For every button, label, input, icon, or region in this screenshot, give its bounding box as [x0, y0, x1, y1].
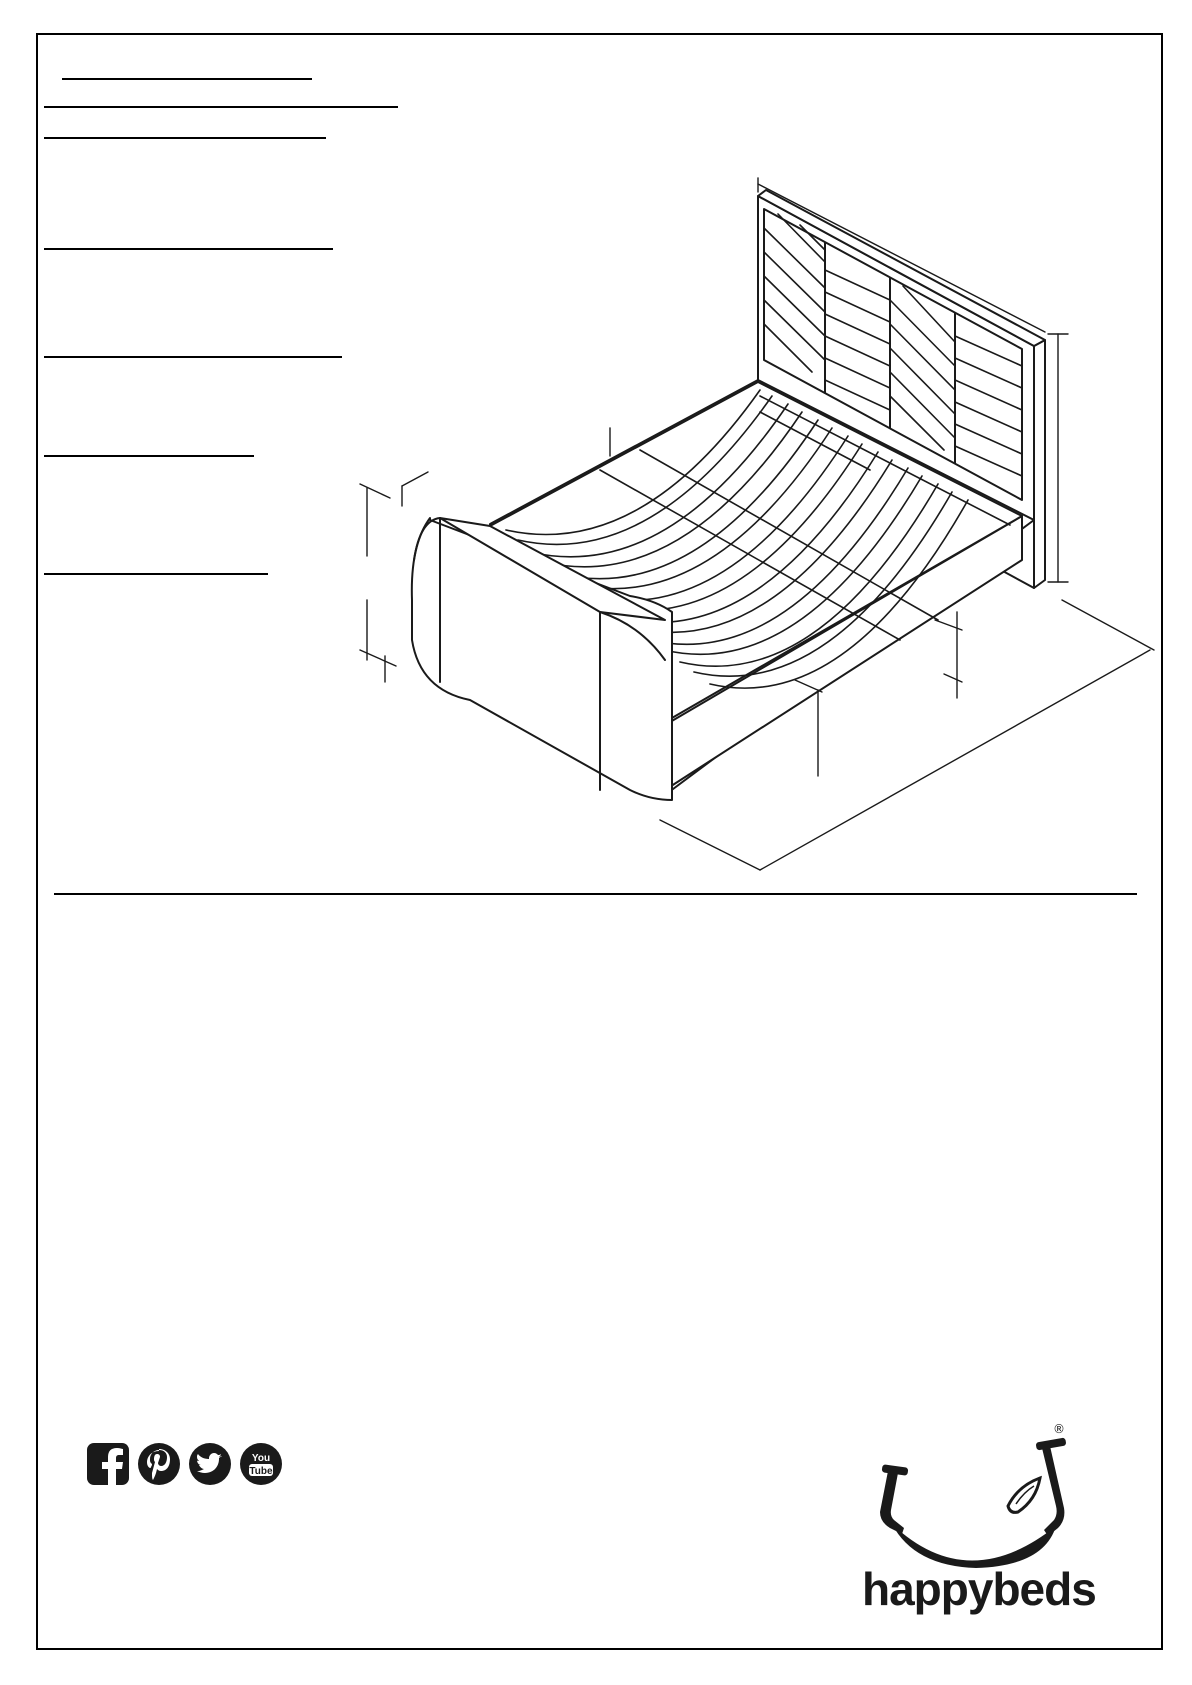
youtube-icon[interactable] — [239, 1442, 283, 1486]
youtube-top-text: You — [251, 1453, 271, 1464]
facebook-icon[interactable] — [86, 1442, 130, 1486]
brand-wordmark: happybeds — [862, 1563, 1096, 1615]
registered-mark: ® — [1053, 1422, 1065, 1436]
twitter-icon[interactable] — [188, 1442, 232, 1486]
pinterest-icon[interactable] — [137, 1442, 181, 1486]
social-icons — [86, 1442, 283, 1486]
youtube-bottom-text: Tube — [249, 1466, 273, 1477]
section-divider — [54, 893, 1137, 895]
